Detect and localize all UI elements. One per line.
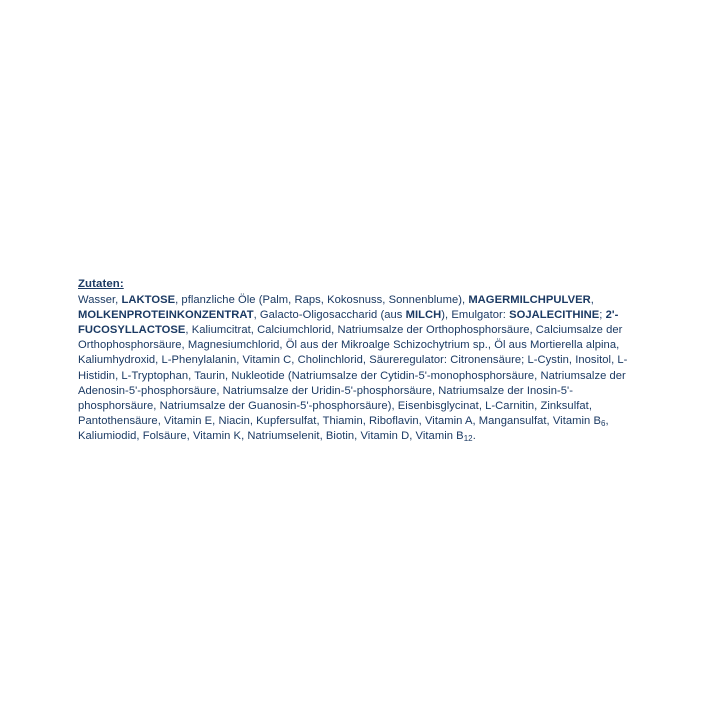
ingredient-run: ), Emulgator:: [441, 309, 510, 322]
ingredient-emphasis: MILCH: [405, 309, 442, 322]
ingredient-emphasis: LAKTOSE: [121, 294, 176, 307]
ingredient-run: ;: [599, 309, 606, 322]
ingredient-run: , Kaliumcitrat, Calciumchlorid, Natriumsalze der Orthophosphorsäure, Calciumsalze der Orthophosphorsäure, Magnesiumchlorid, Öl aus der Mikroalge Schizochytrium sp., Öl aus Mortierella alpina, Kaliumhydroxid, L-Phenylalanin, Vitamin C, Cholinchlorid, Säureregulator: Citronensäure; L-Cystin, Inositol, L-Histidin, L-Tryptophan, Taurin, Nukleotide (Natriumsalze der Cytidin-5'-monophosphorsäure, Natriumsalze der Adenosin-5'-phosphorsäure, Natriumsalze der Uridin-5'-phosphorsäure, Natriumsalze der Inosin-5'-phosphorsäure, Natriumsalze der Guanosin-5'-phosphorsäure), Eisenbisglycinat, L-Carnitin, Zinksulfat, Pantothensäure, Vitamin E, Niacin, Kupfersulfat, Thiamin, Riboflavin, Vitamin A, Mangansulfat, Vitamin B: [78, 324, 628, 427]
ingredient-subscript: 6: [601, 418, 606, 428]
ingredient-emphasis: MAGERMILCHPULVER: [468, 294, 591, 307]
ingredient-run: .: [472, 429, 476, 442]
ingredient-subscript: 12: [463, 433, 473, 443]
ingredient-run: , pflanzliche Öle (Palm, Raps, Kokosnuss, Sonnenblume),: [175, 294, 469, 307]
ingredient-run: , Kaliumiodid, Folsäure, Vitamin K, Natriumselenit, Biotin, Vitamin D, Vitamin B: [78, 414, 609, 442]
ingredient-run: , Galacto-Oligosaccharid (aus: [253, 309, 406, 322]
ingredients-text: [78, 293, 648, 444]
ingredient-emphasis: SOJALECITHINE: [509, 309, 600, 322]
ingredient-emphasis: 2'-FUCOSYLLACTOSE: [78, 309, 619, 337]
ingredient-run: Wasser,: [78, 294, 122, 307]
ingredients-heading: Zutaten:: [78, 278, 124, 290]
ingredients-block: [78, 277, 648, 444]
ingredient-emphasis: MOLKENPROTEINKONZENTRAT: [78, 309, 254, 322]
ingredient-run: ,: [590, 294, 594, 307]
